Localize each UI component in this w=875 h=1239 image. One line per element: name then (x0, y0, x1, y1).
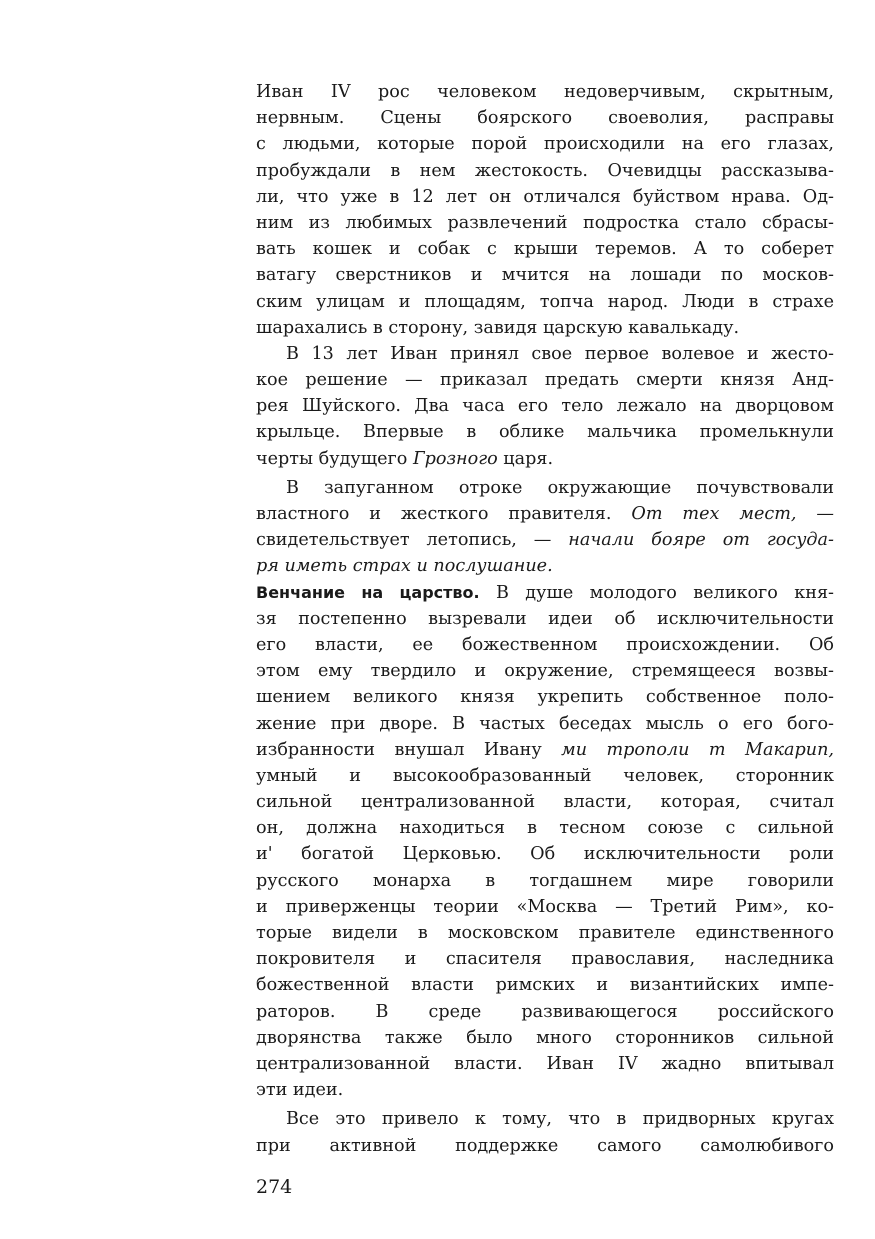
text-line: нервным. Сцены боярского своеволия, расправы (256, 108, 834, 129)
text-line: при активной поддержке самого самолюбивого (256, 1135, 834, 1156)
italic-text: Грозного (412, 448, 498, 469)
text-line (256, 553, 834, 579)
text-line: торые видели в московском правителе единственного (256, 923, 834, 943)
text-line: этом ему твердило и окружение, стремящееся возвы- (256, 661, 834, 682)
text-run: избранности внушал Ивану (256, 739, 562, 760)
text-line: русского монарха в тогдашнем мире говорили (256, 870, 834, 891)
text-line (256, 446, 834, 472)
text-line (256, 737, 834, 763)
italic-text: ря иметь страх и послушание. (256, 556, 553, 577)
text-line: с людьми, которые порой происходили на его глазах, (256, 134, 834, 155)
text-line: божественной власти римских и византийских импе- (256, 975, 834, 996)
text-line: вать кошек и собак с крыши теремов. А то соберет (256, 239, 834, 260)
text-line: крыльце. Впервые в облике мальчика промелькнули (256, 422, 834, 443)
section-heading: Венчание на царство. (256, 582, 480, 602)
page-text (256, 79, 834, 1159)
text-run: властного и жесткого правителя. (256, 504, 632, 524)
text-line: Все это привело к тому, что в придворных кругах (286, 1109, 834, 1130)
text-line (256, 580, 834, 606)
paragraph-5 (256, 1106, 834, 1158)
text-line: он, должна находиться в тесном союзе с сильной (256, 818, 834, 839)
italic-text: От тех мест, — (631, 504, 835, 524)
text-line: централизованной власти. Иван IV жадно впитывал (256, 1053, 834, 1074)
text-line: ватагу сверстников и мчится на лошади по москов- (256, 265, 834, 286)
text-line: сильной централизованной власти, которая, считал (256, 792, 834, 813)
text-line: кое решение — приказал предать смерти князя Анд- (256, 370, 834, 391)
italic-text: ми трополи т Макарип, (561, 739, 835, 760)
text-line (256, 527, 834, 553)
text-line: ли, что уже в 12 лет он отличался буйством нрава. Од- (256, 186, 834, 207)
text-line: раторов. В среде развивающегося российского (256, 1001, 834, 1022)
text-line: Иван IV рос человеком недоверчивым, скрытным, (256, 82, 834, 102)
text-line: рея Шуйского. Два часа его тело лежало на дворцовом (256, 396, 834, 417)
text-line: и' богатой Церковью. Об исключительности роли (256, 844, 834, 865)
text-line: шением великого князя укрепить собственное поло- (256, 687, 834, 708)
text-run: свидетельствует летопись, — (256, 530, 569, 551)
paragraph-3 (256, 475, 834, 580)
text-line: покровителя и спасителя православия, наследника (256, 949, 834, 970)
text-line: его власти, ее божественном происхождении. Об (256, 634, 834, 655)
text-line: и приверженцы теории «Москва — Третий Рим», ко- (256, 896, 834, 917)
paragraph-2 (256, 341, 834, 472)
text-line: жение при дворе. В частых беседах мысль о его бого- (256, 713, 834, 734)
text-run: царя. (497, 448, 554, 469)
text-line: ским улицам и площадям, топча народ. Люди в страхе (256, 291, 834, 312)
text-line: ним из любимых развлечений подростка стало сбрасы- (256, 212, 834, 233)
text-line: В запуганном отроке окружающие почувствовали (286, 477, 834, 498)
text-line: пробуждали в нем жестокость. Очевидцы рассказыва- (256, 160, 834, 181)
paragraph-1 (256, 79, 834, 341)
text-line: шарахались в сторону, завидя царскую кавалькаду. (256, 317, 740, 338)
text-line: зя постепенно вызревали идеи об исключительности (256, 608, 834, 629)
text-run: В душе молодого великого кня- (479, 582, 834, 603)
text-line: эти идеи. (256, 1080, 344, 1101)
page-number: 274 (256, 1176, 293, 1198)
text-run: черты будущего (256, 448, 413, 469)
paragraph-4 (256, 580, 834, 1104)
text-line: дворянства также было много сторонников сильной (256, 1027, 834, 1048)
text-line (256, 501, 834, 527)
text-line: В 13 лет Иван принял свое первое волевое и жесто- (286, 343, 834, 364)
italic-text: начали бояре от госуда- (568, 530, 834, 551)
text-line: умный и высокообразованный человек, сторонник (256, 765, 834, 786)
